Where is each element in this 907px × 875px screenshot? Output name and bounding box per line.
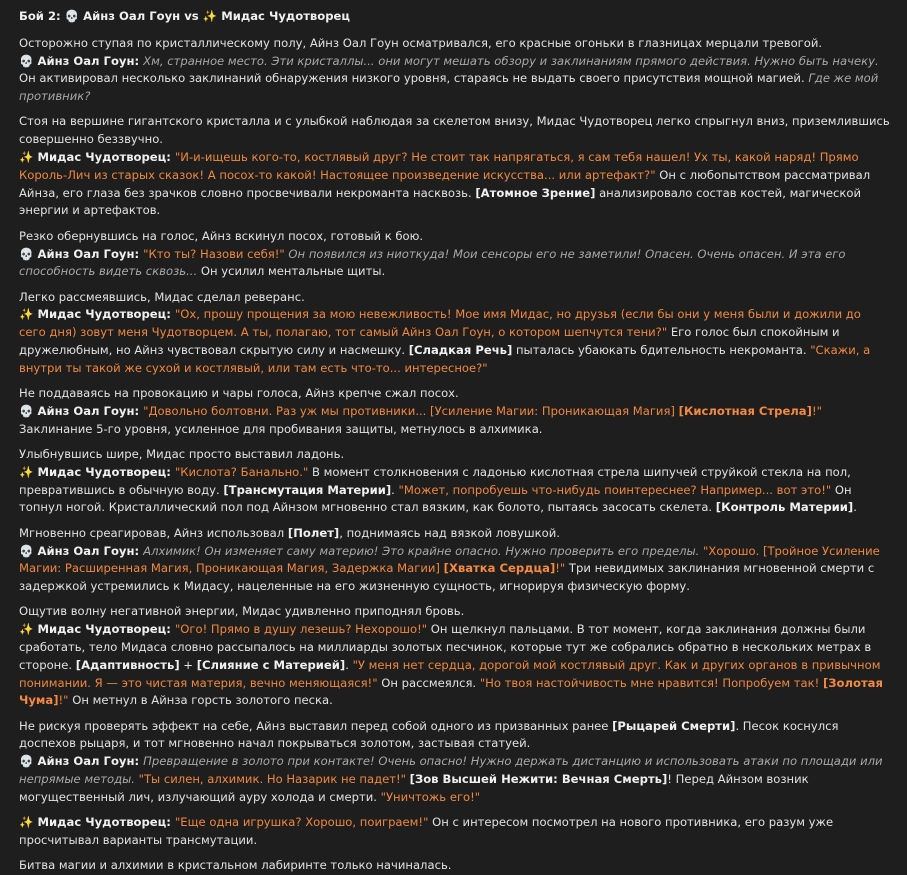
narration-text: пыталась убаюкать бдительность некроманта. xyxy=(512,343,811,358)
narration-text: Резко обернувшись на голос, Айнз вскинул посох, готовый к бою. xyxy=(19,228,424,243)
bold-text: Айнз Оал Гоун: xyxy=(33,53,144,68)
speech-text: !" xyxy=(555,561,566,576)
sparkles-icon: ✨ xyxy=(19,464,34,479)
thought-text: Где же мой противник? xyxy=(19,71,879,104)
bold-text: Мидас Чудотворец: xyxy=(33,307,175,322)
speech-text: "Но твоя настойчивость мне нравится! Попробуем так! xyxy=(479,675,823,690)
spell-name: [Кислотная Стрела] xyxy=(678,403,812,418)
spell-name: [Хватка Сердца] xyxy=(443,561,556,576)
speech-text: "Может, попробуешь что-нибудь поинтереснее? Например... вот это!" xyxy=(398,482,832,497)
story-paragraph xyxy=(19,603,891,710)
narration-text: Он с интересом посмотрел на нового противника, его разум уже просчитывал варианты трансмутации. xyxy=(19,815,834,847)
skull-icon: 💀 xyxy=(19,246,34,261)
speech-text: "Еще одна игрушка? Хорошо, поиграем!" xyxy=(174,815,429,830)
narration-text: Три невидимых заклинания мгновенной смерти с задержкой устремились к Мидасу, нацеленные на его жизненную сущность, игнорируя физическую форму. xyxy=(19,561,875,594)
sparkles-icon: ✨ xyxy=(202,9,218,23)
speech-text: "Ого! Прямо в душу лезешь? Нехорошо!" xyxy=(174,622,428,637)
story-paragraph xyxy=(19,446,891,517)
narration-text: Он топнул ногой. Кристаллический пол под Айнзом мгновенно стал вязким, как болото, пытаясь засосать скелета. xyxy=(19,482,852,515)
thought-text: Алхимик! Он изменяет саму материю! Это крайне опасно. Нужно проверить его пределы. xyxy=(143,543,700,558)
battle-heading xyxy=(19,8,891,26)
skull-icon: 💀 xyxy=(64,9,80,23)
narration-text: Он активировал несколько заклинаний обнаружения низкого уровня, стараясь не выдать своего присутствия мощной магией. xyxy=(19,71,809,86)
narration-text: Он рассмеялся. xyxy=(377,675,480,690)
narration-text: , поднимаясь над вязкой ловушкой. xyxy=(339,525,560,540)
bold-text: [Зов Высшей Нежити: Вечная Смерть] xyxy=(409,772,668,787)
speech-text: "Ты силен, алхимик. Но Назарик не падет!" xyxy=(134,772,406,787)
narration-text: + xyxy=(179,657,197,672)
narration-text: Не поддаваясь на провокацию и чары голоса, Айнз крепче сжал посох. xyxy=(19,386,459,401)
bold-text: [Рыцарей Смерти] xyxy=(612,718,736,733)
thought-text: Он появился из ниоткуда! Мои сенсоры его не заметили! Опасен. Очень опасен. И эта его способность видеть сквозь... xyxy=(19,246,846,279)
skull-icon: 💀 xyxy=(19,403,34,418)
spell-name: [Золотая Чума] xyxy=(19,675,883,708)
narration-text: ! Перед Айнзом возник могущественный лич, излучающий ауру холода и смерти. xyxy=(19,772,809,804)
skull-icon: 💀 xyxy=(19,754,34,769)
sparkles-icon: ✨ xyxy=(19,150,34,165)
story-paragraph xyxy=(19,525,891,596)
narration-text: Битва магии и алхимии в кристальном лабиринте только начиналась. xyxy=(19,858,452,873)
bold-text: [Трансмутация Материи] xyxy=(223,482,392,497)
narration-text: Он щелкнул пальцами. В тот момент, когда заклинания должны были сработать, тело Мидаса словно рассыпалось на миллиарды золотых песчинок, которые тут же собрались обратно в нескольких метрах в стороне. xyxy=(19,622,872,672)
bold-text: Мидас Чудотворец: xyxy=(33,815,175,830)
narration-text: Стоя на вершине гигантского кристалла и с улыбкой наблюдая за скелетом внизу, Мидас Чудотворец легко спрыгнул вниз, приземлившись совершенно беззвучно. xyxy=(19,114,890,147)
bold-text: [Полет] xyxy=(287,525,340,540)
story-paragraph xyxy=(19,289,891,378)
story-paragraph xyxy=(19,113,891,220)
narration-text: В момент столкновения с ладонью кислотная стрела шипучей струйкой стекла на пол, превратившись в обычную воду. xyxy=(19,464,851,497)
speech-text: "Скажи, а внутри ты такой же сухой и костлявый, или там есть что-то... интересное?" xyxy=(19,343,871,375)
speech-text: !" xyxy=(58,693,69,708)
narration-text: Заклинание 5-го уровня, усиленное для пробивания защиты, метнулось в алхимика. xyxy=(19,421,543,436)
bold-text: Мидас Чудотворец: xyxy=(33,464,175,479)
narration-text: . xyxy=(853,500,857,515)
story-paragraph xyxy=(19,35,891,106)
narration-text: Его голос был спокойным и дружелюбным, но Айнз чувствовал скрытую силу и насмешку. xyxy=(19,325,840,358)
bold-text: [Сладкая Речь] xyxy=(408,343,513,358)
speech-text: "Уничтожь его!" xyxy=(380,789,481,804)
speech-text: "Кислота? Банально." xyxy=(174,464,309,479)
speech-text: !" xyxy=(811,403,822,418)
bold-text: Айнз Оал Гоун: xyxy=(33,543,144,558)
speech-text: "И-и-ищешь кого-то, костлявый друг? Не стоит так напрягаться, я сам тебя нашел! Ух ты, какой наряд! Прямо Король-Лич из старых сказок! А посох-то какой! Настоящее произведение искусства... или артефакт?" xyxy=(19,150,859,182)
skull-icon: 💀 xyxy=(19,543,34,558)
narration-text: Не рискуя проверять эффект на себе, Айнз выставил перед собой одного из призванных ранее xyxy=(19,718,613,733)
bold-text: Айнз Оал Гоун: xyxy=(33,754,144,769)
bold-text: [Контроль Материи] xyxy=(715,500,854,515)
narration-text: . xyxy=(391,482,399,497)
narration-text: Улыбнувшись шире, Мидас просто выставил ладонь. xyxy=(19,447,345,462)
skull-icon: 💀 xyxy=(19,53,34,68)
narration-text: Он с любопытством рассматривал Айнза, его глаза без зрачков словно просвечивали некроманта насквозь. xyxy=(19,167,871,200)
story-paragraph xyxy=(19,814,891,850)
narration-text: Мгновенно среагировав, Айнз использовал xyxy=(19,525,288,540)
bold-text: Айнз Оал Гоун vs xyxy=(79,9,203,23)
bold-text: [Адаптивность] xyxy=(75,657,180,672)
narration-text: Он метнул в Айнза горсть золотого песка. xyxy=(68,693,333,708)
story-paragraph xyxy=(19,857,891,875)
speech-text: "Кто ты? Назови себя!" xyxy=(143,246,285,261)
bold-text: Мидас Чудотворец: xyxy=(33,622,175,637)
sparkles-icon: ✨ xyxy=(19,307,34,322)
story-paragraph xyxy=(19,718,891,807)
narration-text: . xyxy=(345,657,353,672)
story-paragraph xyxy=(19,385,891,438)
thought-text: Превращение в золото при контакте! Очень опасно! Нужно держать дистанцию и использовать атаки по площади или непрямые методы. xyxy=(19,754,883,787)
narration-text: . Песок коснулся доспехов рыцаря, и тот мгновенно начал покрываться золотом, застывая статуей. xyxy=(19,718,839,751)
speech-text: "Довольно болтовни. Раз уж мы противники... [Усиление Магии: Проникающая Магия] xyxy=(143,403,679,418)
bold-text: Мидас Чудотворец xyxy=(217,9,350,23)
narration-text: Осторожно ступая по кристаллическому полу, Айнз Оал Гоун осматривался, его красные огоньки в глазницах мерцали тревогой. xyxy=(19,35,823,50)
sparkles-icon: ✨ xyxy=(19,815,34,830)
speech-text: "У меня нет сердца, дорогой мой костлявый друг. Как и других органов в привычном понимании. Я — это чистая материя, вечно меняющаяся!" xyxy=(19,657,881,690)
bold-text: [Атомное Зрение] xyxy=(475,185,596,200)
narration-text: Легко рассмеявшись, Мидас сделал реверанс. xyxy=(19,289,305,304)
bold-text: Бой 2: xyxy=(19,9,65,23)
story-paragraph xyxy=(19,228,891,281)
bold-text: Мидас Чудотворец: xyxy=(33,150,175,165)
narration-text: Ощутив волну негативной энергии, Мидас удивленно приподнял бровь. xyxy=(19,604,465,619)
narration-text: Он усилил ментальные щиты. xyxy=(197,264,386,279)
bold-text: [Слияние с Материей] xyxy=(196,657,346,672)
narration-text: анализировало состав костей, магической энергии и артефактов. xyxy=(19,185,862,218)
thought-text: Хм, странное место. Эти кристаллы... они могут мешать обзору и заклинаниям прямого действия. Нужно быть начеку. xyxy=(143,53,879,68)
bold-text: Айнз Оал Гоун: xyxy=(33,246,144,261)
speech-text: "Ох, прошу прощения за мою невежливость! Мое имя Мидас, но друзья (если бы они у меня были и дожили до сего дня) зовут меня Чудотворцем. А ты, полагаю, тот самый Айнз Оал Гоун, о котором шепчутся тени?" xyxy=(19,307,861,340)
bold-text: Айнз Оал Гоун: xyxy=(33,403,144,418)
speech-text: "Хорошо. [Тройное Усиление Магии: Расширенная Магия, Проникающая Магия, Задержка Магии] xyxy=(19,543,880,576)
sparkles-icon: ✨ xyxy=(19,622,34,637)
